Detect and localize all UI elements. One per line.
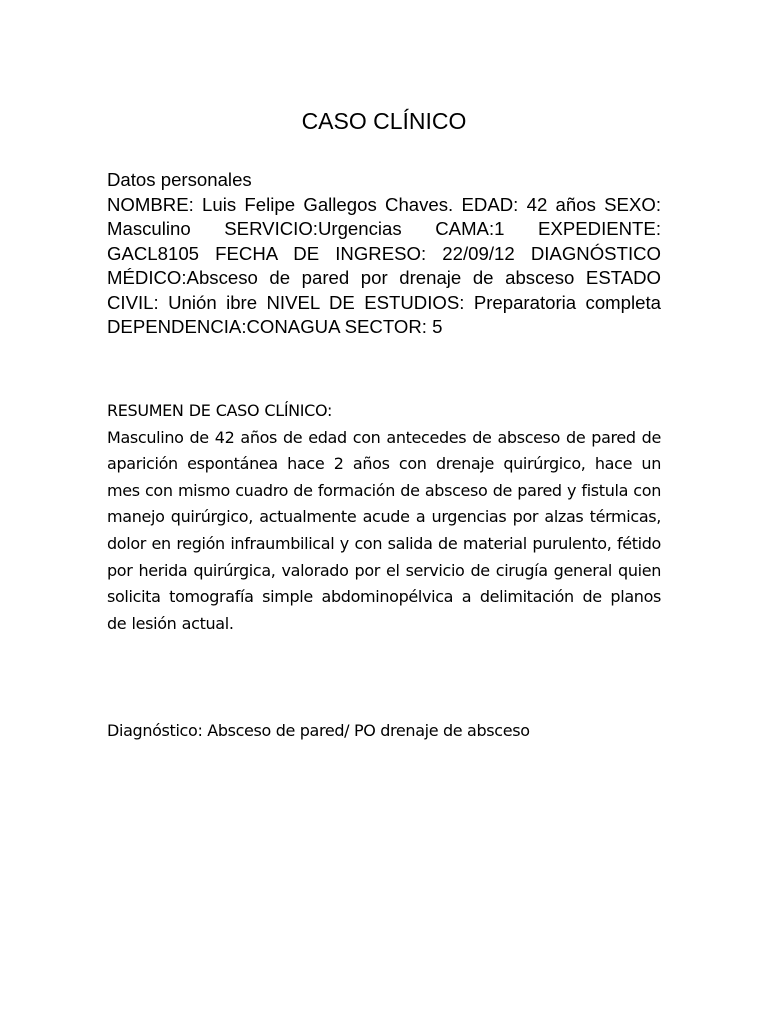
document-title: CASO CLÍNICO (301, 108, 467, 134)
case-summary-text: Masculino de 42 años de edad con antecedes de absceso de pared de aparición espontánea hace 2 años con drenaje quirúrgico, hace un mes con mismo cuadro de formación de absceso de pared y fistula con manejo quirúrgico, actualmente acude a urgencias por alzas térmicas, dolor en región infraumbilical y con salida de material purulento, fétido por herida quirúrgica, valorado por el servicio de cirugía general quien solicita tomografía simple abdominopélvica a delimitación de planos de lesión actual. (107, 427, 661, 633)
personal-data-section (107, 168, 661, 340)
case-summary-heading: RESUMEN DE CASO CLÍNICO: (107, 401, 332, 420)
personal-data-heading: Datos personales (107, 169, 252, 190)
diagnosis-line: Diagnóstico: Absceso de pared/ PO drenaje de absceso (107, 721, 530, 740)
personal-data-text: NOMBRE: Luis Felipe Gallegos Chaves. EDAD: 42 años SEXO: Masculino SERVICIO:Urgencias CAMA:1 EXPEDIENTE: GACL8105 FECHA DE INGRESO: 22/09/12 DIAGNÓSTICO MÉDICO:Absceso de pared por drenaje de absceso ESTADO CIVIL: Unión ibre NIVEL DE ESTUDIOS: Preparatoria completa DEPENDENCIA:CONAGUA SECTOR: 5 (107, 193, 661, 337)
case-summary-section (107, 398, 661, 637)
